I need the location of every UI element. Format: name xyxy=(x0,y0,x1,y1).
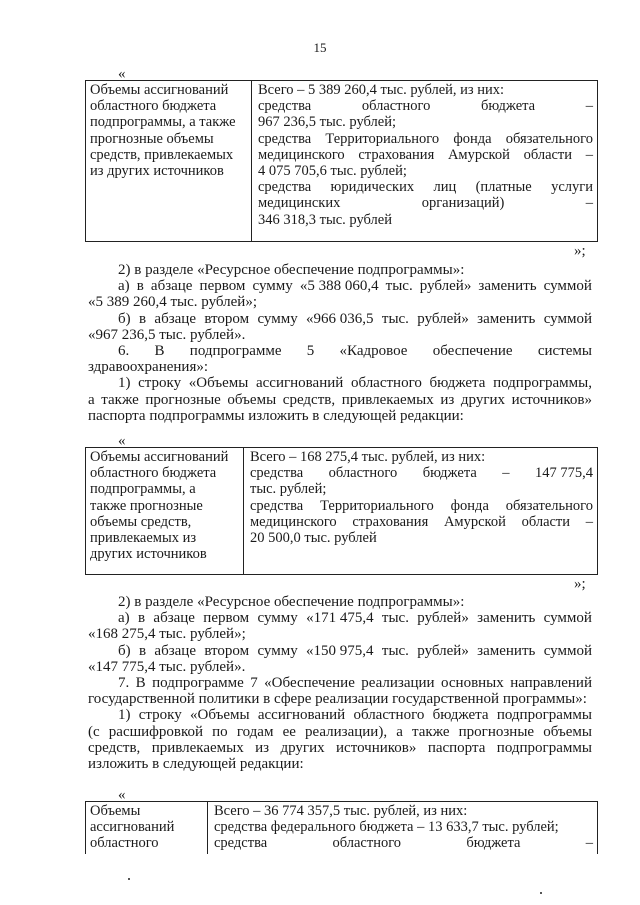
label-line: областного бюджета xyxy=(90,98,217,115)
table-value-cell xyxy=(244,448,597,574)
word: «150 975,4 xyxy=(306,642,374,659)
word: – xyxy=(585,835,593,852)
word: абзаце xyxy=(154,310,196,327)
amount-line: 20 500,0 тыс. рублей xyxy=(250,530,377,547)
page-number: 15 xyxy=(313,40,327,55)
word: – xyxy=(585,513,593,530)
total-line: Всего – 168 275,4 тыс. рублей, из них: xyxy=(250,449,486,465)
open-quote: « xyxy=(118,787,126,803)
word: (платные xyxy=(475,179,532,196)
word: обязательного xyxy=(505,497,593,514)
word: системы xyxy=(537,343,592,360)
label-line: других источников xyxy=(90,546,207,563)
word: строку xyxy=(138,707,182,724)
word: – xyxy=(585,146,593,163)
word: из xyxy=(440,391,455,408)
word: суммой xyxy=(543,278,592,295)
word: в xyxy=(136,278,144,295)
word: услуги xyxy=(551,179,593,196)
word: ассигнований xyxy=(255,375,344,392)
text-line: изложить в следующей редакции: xyxy=(88,756,304,773)
word: паспорта xyxy=(427,739,486,756)
word: средства xyxy=(258,130,312,147)
label-line: ассигнований xyxy=(90,819,175,836)
justified-line xyxy=(88,740,592,756)
word: рублей» xyxy=(417,310,469,327)
word: «171 475,4 xyxy=(306,610,374,627)
word: – xyxy=(585,98,593,115)
label-line: подпрограммы, а также xyxy=(90,114,236,131)
label-line: прогнозные объемы xyxy=(90,130,214,147)
word: сумму xyxy=(257,310,298,327)
word: лиц xyxy=(433,179,457,196)
table-block-3 xyxy=(85,801,598,854)
justified-line xyxy=(88,724,592,740)
close-quote: »; xyxy=(574,576,586,592)
word: по xyxy=(212,723,228,740)
word: 1) xyxy=(118,707,131,724)
word: рублей» xyxy=(419,278,472,295)
word: «5 388 060,4 xyxy=(299,278,379,295)
word: подпрограммы xyxy=(496,739,592,756)
word: объемы xyxy=(543,723,592,740)
justified-line xyxy=(250,465,593,481)
word: средств, xyxy=(282,391,336,408)
word: ассигнований xyxy=(257,707,346,724)
table-block-1 xyxy=(85,80,598,242)
word: сумму xyxy=(257,642,298,659)
label-line: областного бюджета xyxy=(90,465,217,482)
word: Амурской xyxy=(443,513,506,530)
text-line: паспорта подпрограммы изложить в следующей редакции: xyxy=(88,407,464,424)
table-value-cell xyxy=(252,81,597,241)
word: абзаце xyxy=(150,278,193,295)
justified-line xyxy=(88,707,592,723)
word: строку xyxy=(138,375,182,392)
word: сумму xyxy=(252,278,293,295)
word: 5 xyxy=(306,343,315,360)
label-line: средств, привлекаемых xyxy=(90,146,234,163)
total-line: Всего – 36 774 357,5 тыс. рублей, из них: xyxy=(214,803,468,819)
word: средства xyxy=(258,98,312,115)
justified-line xyxy=(258,179,593,195)
text-line: «168 275,4 тыс. рублей»; xyxy=(88,626,246,643)
word: «Обеспечение xyxy=(264,675,355,692)
word: страхования xyxy=(352,513,429,530)
table-label-cell xyxy=(86,448,244,574)
word: сумму xyxy=(257,610,298,627)
word: фонда xyxy=(453,130,492,147)
word: в xyxy=(137,610,146,627)
word: объемы xyxy=(227,391,277,408)
text-line: «147 775,4 тыс. рублей». xyxy=(88,658,246,675)
word: других xyxy=(280,739,325,756)
word: медицинского xyxy=(250,513,337,530)
label-line: подпрограммы, а xyxy=(90,481,196,498)
label-line: привлекаемых из xyxy=(90,530,197,547)
word: 147 775,4 xyxy=(535,465,593,482)
word: направлений xyxy=(510,675,592,692)
word: бюджета xyxy=(422,465,477,482)
word: тыс. xyxy=(381,310,409,327)
word: основных xyxy=(441,675,504,692)
word: юридических xyxy=(330,179,415,196)
word: медицинских xyxy=(258,195,341,212)
justified-line xyxy=(88,278,592,294)
label-line: Объемы ассигнований xyxy=(90,82,229,98)
word: областного xyxy=(328,465,398,482)
amount-line: тыс. рублей; xyxy=(250,481,327,498)
word: (с xyxy=(88,723,100,740)
word: фонда xyxy=(450,497,489,514)
justified-line xyxy=(258,98,593,114)
word: втором xyxy=(204,310,250,327)
word: «Объемы xyxy=(188,375,249,392)
word: областного xyxy=(332,835,402,852)
word: а) xyxy=(118,278,130,295)
word: средств, xyxy=(88,739,141,756)
word: Территориального xyxy=(320,497,434,514)
justified-line xyxy=(88,375,592,391)
word: средства xyxy=(214,835,268,852)
word: привлекаемых xyxy=(151,739,244,756)
word: тыс. xyxy=(381,610,409,627)
word: втором xyxy=(204,642,250,659)
word: рублей» xyxy=(417,610,469,627)
word: бюджета xyxy=(429,375,486,392)
justified-line xyxy=(214,835,593,851)
text-line: 2) в разделе «Ресурсное обеспечение подпрограммы»: xyxy=(118,594,465,610)
scan-speck xyxy=(128,878,130,880)
label-line: областного xyxy=(90,835,159,852)
label-line: Объемы xyxy=(90,803,141,819)
word: области xyxy=(523,146,573,163)
justified-line xyxy=(88,610,592,626)
word: тыс. xyxy=(381,642,409,659)
word: организаций) xyxy=(421,195,505,212)
word: подпрограмме xyxy=(152,675,244,692)
text-line: здравоохранения»: xyxy=(88,359,209,376)
word: в xyxy=(138,310,147,327)
word: первом xyxy=(203,610,250,627)
word: заменить xyxy=(478,278,537,295)
word: В xyxy=(154,343,165,360)
justified-line xyxy=(88,392,592,408)
label-line: Объемы ассигнований xyxy=(90,449,229,465)
justified-line xyxy=(250,514,593,530)
word: заменить xyxy=(477,610,536,627)
word: привлекаемых xyxy=(341,391,434,408)
justified-line xyxy=(250,498,593,514)
word: источников» xyxy=(336,739,417,756)
word: тыс. xyxy=(385,278,413,295)
table-label-cell xyxy=(86,802,208,854)
word: средства xyxy=(250,465,304,482)
word: медицинского xyxy=(258,146,345,163)
word: заменить xyxy=(477,310,536,327)
word: страхования xyxy=(358,146,435,163)
word: бюджета xyxy=(432,707,489,724)
text-line: «967 236,5 тыс. рублей». xyxy=(88,326,246,343)
word: подпрограммы xyxy=(496,707,592,724)
word: годам xyxy=(236,723,274,740)
word: прогнозные xyxy=(458,723,535,740)
word: средства xyxy=(250,497,304,514)
word: Территориального xyxy=(325,130,440,147)
word: «Кадровое xyxy=(339,343,408,360)
paragraph-group-2 xyxy=(88,594,592,772)
word: также xyxy=(412,723,450,740)
table-label-cell xyxy=(86,81,252,241)
label-line: из других источников xyxy=(90,163,224,180)
open-quote: « xyxy=(118,66,126,82)
text-line: 2) в разделе «Ресурсное обеспечение подпрограммы»: xyxy=(118,262,465,278)
word: источников» xyxy=(511,391,592,408)
word: б) xyxy=(118,642,131,659)
word: ее xyxy=(282,723,296,740)
word: реализации xyxy=(361,675,435,692)
table-value-cell xyxy=(208,802,597,854)
justified-line xyxy=(258,131,593,147)
word: «966 036,5 xyxy=(306,310,374,327)
text-line: государственной политики в сфере реализации государственной программы»: xyxy=(88,691,587,708)
word: – xyxy=(502,465,510,482)
close-quote: »; xyxy=(574,243,586,259)
word: других xyxy=(460,391,506,408)
word: а xyxy=(88,391,95,408)
justified-line xyxy=(258,195,593,211)
label-line: также прогнозные xyxy=(90,497,203,514)
justified-line xyxy=(88,675,592,691)
amount-line: 346 318,3 тыс. рублей xyxy=(258,211,392,228)
word: 7 xyxy=(250,675,258,692)
word: а) xyxy=(118,610,130,627)
scan-speck xyxy=(540,892,542,894)
word: б) xyxy=(118,310,131,327)
text-line: «5 389 260,4 тыс. рублей»; xyxy=(88,294,257,311)
word: областного xyxy=(353,707,425,724)
word: суммой xyxy=(543,310,592,327)
word: 1) xyxy=(118,375,131,392)
word: бюджета xyxy=(466,835,521,852)
word: прогнозные xyxy=(145,391,221,408)
word: суммой xyxy=(543,610,592,627)
word: абзаце xyxy=(154,642,196,659)
justified-line xyxy=(88,311,592,327)
total-line: Всего – 5 389 260,4 тыс. рублей, из них: xyxy=(258,82,505,98)
word: заменить xyxy=(477,642,536,659)
justified-line xyxy=(88,343,592,359)
word: 6. xyxy=(118,343,130,360)
amount-line: 967 236,5 тыс. рублей; xyxy=(258,114,396,131)
paragraph-group-1 xyxy=(88,262,592,424)
word: подпрограммы, xyxy=(493,375,592,392)
word: «Объемы xyxy=(190,707,250,724)
word: В xyxy=(135,675,146,692)
word: бюджета xyxy=(481,98,536,115)
justified-line xyxy=(258,147,593,163)
word: области xyxy=(521,513,571,530)
word: 7. xyxy=(118,675,130,692)
label-line: объемы средств, xyxy=(90,513,192,530)
word: – xyxy=(585,195,593,212)
word: первом xyxy=(199,278,246,295)
word: рублей» xyxy=(417,642,469,659)
word: а xyxy=(396,723,403,740)
text-line: средства федерального бюджета – 13 633,7 тыс. рублей; xyxy=(214,819,559,836)
word: из xyxy=(255,739,270,756)
word: средства xyxy=(258,179,312,196)
word: Амурской xyxy=(447,146,510,163)
word: суммой xyxy=(543,642,592,659)
justified-line xyxy=(88,643,592,659)
word: обеспечение xyxy=(432,343,513,360)
word: обязательного xyxy=(505,130,593,147)
word: расшифровкой xyxy=(108,723,204,740)
word: областного xyxy=(350,375,422,392)
open-quote: « xyxy=(118,433,126,449)
word: реализации), xyxy=(305,723,388,740)
word: также xyxy=(101,391,139,408)
amount-line: 4 075 705,6 тыс. рублей; xyxy=(258,163,407,180)
table-block-2 xyxy=(85,447,598,575)
word: подпрограмме xyxy=(189,343,282,360)
word: абзаце xyxy=(153,610,195,627)
word: областного xyxy=(361,98,431,115)
word: в xyxy=(138,642,147,659)
